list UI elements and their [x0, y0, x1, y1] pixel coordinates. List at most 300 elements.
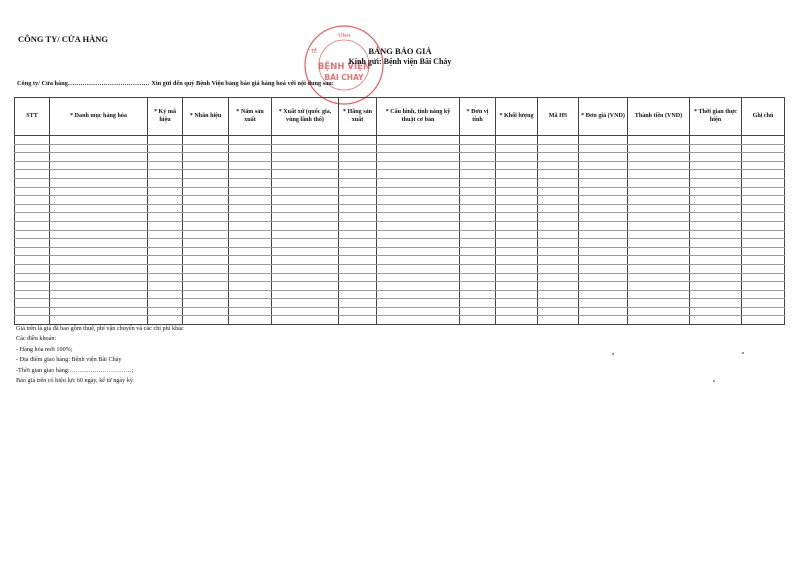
table-cell — [690, 230, 742, 239]
table-cell — [272, 273, 339, 282]
table-cell — [742, 213, 785, 222]
table-cell — [339, 299, 377, 308]
table-cell — [460, 170, 496, 179]
table-cell — [272, 161, 339, 170]
table-row — [15, 196, 785, 205]
table-row — [15, 282, 785, 291]
quote-table — [14, 97, 785, 325]
table-cell — [579, 299, 628, 308]
table-cell — [272, 282, 339, 291]
table-cell — [148, 230, 183, 239]
table-cell — [628, 282, 690, 291]
note-line: - Hàng hóa mới 100%; — [16, 345, 73, 353]
document-subtitle: Kính gửi: Bệnh viện Bãi Cháy — [348, 57, 452, 66]
table-cell — [339, 196, 377, 205]
table-cell — [377, 187, 460, 196]
col-header-notes: Ghi chú — [742, 98, 785, 136]
table-cell — [538, 178, 579, 187]
table-row — [15, 136, 785, 145]
table-cell — [579, 290, 628, 299]
table-cell — [377, 239, 460, 248]
table-cell — [742, 299, 785, 308]
table-cell — [496, 196, 538, 205]
table-cell — [496, 247, 538, 256]
table-cell — [690, 204, 742, 213]
table-cell — [579, 307, 628, 316]
table-cell — [460, 161, 496, 170]
table-row — [15, 170, 785, 179]
table-cell — [50, 153, 148, 162]
table-cell — [183, 204, 229, 213]
table-cell — [742, 136, 785, 145]
col-header-quantity: * Khối lượng — [496, 98, 538, 136]
table-cell — [339, 161, 377, 170]
stamp-line-2: BÃI CHÁY — [324, 73, 364, 82]
table-cell — [15, 204, 50, 213]
table-cell — [148, 204, 183, 213]
table-row — [15, 230, 785, 239]
table-row — [15, 178, 785, 187]
table-cell — [15, 290, 50, 299]
table-cell — [538, 204, 579, 213]
table-cell — [272, 290, 339, 299]
table-cell — [148, 161, 183, 170]
table-row — [15, 153, 785, 162]
document-title: BẢNG BÁO GIÁ — [368, 46, 432, 56]
table-cell — [460, 213, 496, 222]
table-cell — [229, 239, 272, 248]
table-cell — [496, 187, 538, 196]
intro-line: Công ty/ Cửa hàng………………………………… Xin gửi đến quý Bệnh Viện bảng báo giá hàng hoá với nội dung sau: — [17, 80, 334, 87]
table-cell — [50, 273, 148, 282]
table-cell — [15, 239, 50, 248]
table-cell — [579, 316, 628, 325]
table-cell — [460, 239, 496, 248]
table-cell — [272, 221, 339, 230]
table-cell — [742, 153, 785, 162]
table-cell — [272, 213, 339, 222]
note-line: Giá trên là giá đã bao gồm thuế, phí vận chuyển và các chi phí khác — [16, 325, 184, 332]
table-cell — [690, 196, 742, 205]
table-cell — [579, 187, 628, 196]
table-cell — [496, 161, 538, 170]
table-cell — [148, 178, 183, 187]
table-cell — [579, 221, 628, 230]
col-header-lead-time: * Thời gian thực hiện — [690, 98, 742, 136]
table-cell — [50, 178, 148, 187]
table-cell — [496, 282, 538, 291]
table-cell — [742, 170, 785, 179]
table-cell — [579, 264, 628, 273]
table-cell — [460, 307, 496, 316]
table-cell — [148, 170, 183, 179]
table-cell — [50, 161, 148, 170]
table-cell — [579, 153, 628, 162]
table-cell — [628, 170, 690, 179]
table-cell — [538, 144, 579, 153]
table-cell — [496, 178, 538, 187]
table-cell — [742, 144, 785, 153]
table-cell — [272, 307, 339, 316]
table-cell — [496, 307, 538, 316]
table-cell — [15, 136, 50, 145]
note-line: - Địa điểm giao hàng: Bệnh viện Bãi Cháy — [16, 356, 122, 364]
table-cell — [742, 282, 785, 291]
table-cell — [339, 273, 377, 282]
table-row — [15, 256, 785, 265]
table-cell — [229, 187, 272, 196]
table-cell — [628, 221, 690, 230]
table-cell — [229, 282, 272, 291]
table-cell — [579, 161, 628, 170]
table-cell — [148, 136, 183, 145]
table-cell — [628, 204, 690, 213]
col-header-total: Thành tiền (VND) — [628, 98, 690, 136]
table-cell — [15, 273, 50, 282]
table-cell — [272, 264, 339, 273]
table-cell — [460, 230, 496, 239]
table-cell — [148, 196, 183, 205]
table-cell — [148, 273, 183, 282]
table-cell — [272, 153, 339, 162]
table-cell — [229, 290, 272, 299]
table-cell — [183, 161, 229, 170]
table-cell — [496, 221, 538, 230]
table-cell — [377, 299, 460, 308]
table-cell — [690, 290, 742, 299]
table-cell — [377, 144, 460, 153]
scan-speck — [742, 352, 744, 354]
table-cell — [50, 221, 148, 230]
table-cell — [377, 213, 460, 222]
table-cell — [272, 170, 339, 179]
table-cell — [272, 144, 339, 153]
table-cell — [148, 307, 183, 316]
table-cell — [272, 316, 339, 325]
table-cell — [377, 161, 460, 170]
table-cell — [628, 136, 690, 145]
table-cell — [339, 282, 377, 291]
table-row — [15, 161, 785, 170]
col-header-hs-code: Mã HS — [538, 98, 579, 136]
table-cell — [229, 307, 272, 316]
table-cell — [628, 239, 690, 248]
table-cell — [148, 187, 183, 196]
table-cell — [272, 247, 339, 256]
table-cell — [496, 204, 538, 213]
table-cell — [496, 273, 538, 282]
table-cell — [538, 161, 579, 170]
table-row — [15, 144, 785, 153]
table-cell — [229, 136, 272, 145]
table-row — [15, 187, 785, 196]
table-cell — [690, 144, 742, 153]
table-cell — [183, 290, 229, 299]
table-cell — [538, 153, 579, 162]
table-cell — [579, 213, 628, 222]
table-cell — [628, 264, 690, 273]
table-cell — [15, 221, 50, 230]
table-row — [15, 290, 785, 299]
table-cell — [148, 221, 183, 230]
col-header-model-code: * Ký mã hiệu — [148, 98, 183, 136]
table-cell — [579, 170, 628, 179]
table-cell — [742, 187, 785, 196]
table-cell — [690, 161, 742, 170]
table-cell — [15, 299, 50, 308]
table-cell — [148, 290, 183, 299]
table-cell — [579, 239, 628, 248]
table-cell — [538, 264, 579, 273]
table-cell — [15, 264, 50, 273]
table-cell — [628, 153, 690, 162]
table-cell — [229, 170, 272, 179]
table-cell — [628, 299, 690, 308]
table-cell — [579, 204, 628, 213]
table-cell — [339, 256, 377, 265]
col-header-brand: * Nhãn hiệu — [183, 98, 229, 136]
table-cell — [339, 290, 377, 299]
table-cell — [538, 299, 579, 308]
table-cell — [15, 170, 50, 179]
col-header-origin: * Xuất xứ (quốc gia, vùng lãnh thổ) — [272, 98, 339, 136]
table-cell — [148, 282, 183, 291]
table-cell — [148, 144, 183, 153]
table-cell — [579, 178, 628, 187]
table-cell — [496, 264, 538, 273]
table-cell — [339, 316, 377, 325]
table-cell — [183, 230, 229, 239]
table-cell — [690, 299, 742, 308]
table-cell — [229, 144, 272, 153]
table-cell — [50, 264, 148, 273]
table-cell — [183, 247, 229, 256]
scan-speck — [713, 380, 715, 382]
table-cell — [690, 247, 742, 256]
table-cell — [460, 204, 496, 213]
table-cell — [579, 196, 628, 205]
table-cell — [496, 316, 538, 325]
table-cell — [460, 282, 496, 291]
table-cell — [742, 290, 785, 299]
table-cell — [460, 290, 496, 299]
table-cell — [690, 136, 742, 145]
table-cell — [272, 178, 339, 187]
col-header-stt: STT — [15, 98, 50, 136]
table-cell — [50, 247, 148, 256]
table-cell — [742, 178, 785, 187]
table-cell — [183, 264, 229, 273]
table-cell — [50, 299, 148, 308]
table-cell — [538, 196, 579, 205]
table-cell — [628, 290, 690, 299]
table-cell — [538, 256, 579, 265]
table-cell — [628, 161, 690, 170]
table-cell — [538, 282, 579, 291]
note-line: Báo giá trên có hiệu lực 60 ngày, kể từ ngày ký. — [16, 377, 135, 385]
table-cell — [538, 221, 579, 230]
table-cell — [339, 204, 377, 213]
table-cell — [579, 247, 628, 256]
table-cell — [690, 316, 742, 325]
table-cell — [377, 273, 460, 282]
table-cell — [742, 161, 785, 170]
table-cell — [496, 299, 538, 308]
stamp-left-text: TẾ — [311, 49, 318, 55]
table-cell — [339, 187, 377, 196]
table-cell — [15, 144, 50, 153]
table-cell — [148, 153, 183, 162]
table-cell — [628, 213, 690, 222]
table-cell — [460, 247, 496, 256]
table-cell — [50, 213, 148, 222]
note-line: Các điều khoản: — [16, 335, 57, 343]
table-cell — [50, 256, 148, 265]
table-cell — [742, 256, 785, 265]
svg-text:TỈNH — [336, 31, 350, 40]
table-cell — [183, 144, 229, 153]
table-cell — [628, 307, 690, 316]
table-cell — [742, 264, 785, 273]
table-cell — [377, 178, 460, 187]
table-cell — [15, 196, 50, 205]
terms-notes — [16, 324, 184, 386]
table-row — [15, 307, 785, 316]
table-cell — [339, 247, 377, 256]
table-cell — [460, 144, 496, 153]
table-cell — [538, 213, 579, 222]
table-cell — [460, 136, 496, 145]
table-cell — [229, 153, 272, 162]
table-cell — [538, 136, 579, 145]
table-cell — [742, 230, 785, 239]
table-cell — [15, 282, 50, 291]
table-cell — [272, 136, 339, 145]
table-cell — [229, 221, 272, 230]
table-cell — [148, 239, 183, 248]
table-cell — [377, 247, 460, 256]
table-cell — [377, 256, 460, 265]
table-cell — [183, 299, 229, 308]
table-row — [15, 273, 785, 282]
table-cell — [272, 230, 339, 239]
table-cell — [377, 136, 460, 145]
table-cell — [377, 204, 460, 213]
table-cell — [579, 256, 628, 265]
col-header-specs: * Cấu hình, tính năng kỹ thuật cơ bản — [377, 98, 460, 136]
table-cell — [183, 307, 229, 316]
table-cell — [538, 307, 579, 316]
table-cell — [460, 187, 496, 196]
table-cell — [183, 273, 229, 282]
table-cell — [460, 264, 496, 273]
table-cell — [538, 247, 579, 256]
table-cell — [538, 230, 579, 239]
table-cell — [690, 273, 742, 282]
table-cell — [148, 264, 183, 273]
table-cell — [50, 282, 148, 291]
table-cell — [272, 187, 339, 196]
table-cell — [460, 299, 496, 308]
table-cell — [538, 290, 579, 299]
table-cell — [628, 316, 690, 325]
table-cell — [460, 221, 496, 230]
table-cell — [183, 239, 229, 248]
table-cell — [15, 187, 50, 196]
table-cell — [377, 290, 460, 299]
table-cell — [460, 256, 496, 265]
table-cell — [15, 230, 50, 239]
table-cell — [183, 136, 229, 145]
table-cell — [579, 273, 628, 282]
table-cell — [377, 170, 460, 179]
table-cell — [229, 213, 272, 222]
table-cell — [183, 196, 229, 205]
table-cell — [15, 307, 50, 316]
table-cell — [496, 213, 538, 222]
table-cell — [183, 213, 229, 222]
table-cell — [183, 178, 229, 187]
table-cell — [460, 196, 496, 205]
col-header-manufacturer: * Hãng sản xuất — [339, 98, 377, 136]
table-cell — [538, 187, 579, 196]
table-cell — [538, 170, 579, 179]
table-cell — [579, 282, 628, 291]
stamp-line-1: BỆNH VIỆN — [317, 62, 371, 72]
table-cell — [628, 273, 690, 282]
scan-speck — [612, 353, 614, 355]
table-cell — [460, 316, 496, 325]
table-cell — [628, 196, 690, 205]
table-cell — [50, 307, 148, 316]
table-cell — [229, 204, 272, 213]
table-cell — [742, 239, 785, 248]
table-cell — [377, 221, 460, 230]
table-cell — [496, 290, 538, 299]
table-cell — [183, 187, 229, 196]
table-cell — [148, 256, 183, 265]
table-cell — [377, 316, 460, 325]
table-row — [15, 213, 785, 222]
table-cell — [339, 230, 377, 239]
table-cell — [229, 161, 272, 170]
table-cell — [229, 256, 272, 265]
table-cell — [690, 187, 742, 196]
table-cell — [50, 187, 148, 196]
table-cell — [183, 170, 229, 179]
table-cell — [377, 153, 460, 162]
table-cell — [496, 153, 538, 162]
table-cell — [183, 282, 229, 291]
table-cell — [377, 307, 460, 316]
table-cell — [229, 178, 272, 187]
table-header-row — [15, 98, 785, 136]
table-cell — [339, 153, 377, 162]
table-cell — [339, 239, 377, 248]
table-cell — [15, 247, 50, 256]
stamp-top-text: TỈNH — [337, 32, 351, 40]
table-cell — [15, 256, 50, 265]
table-cell — [742, 316, 785, 325]
table-row — [15, 204, 785, 213]
table-cell — [272, 196, 339, 205]
table-cell — [579, 136, 628, 145]
table-row — [15, 247, 785, 256]
table-cell — [742, 307, 785, 316]
table-cell — [460, 153, 496, 162]
table-cell — [496, 170, 538, 179]
col-header-item-list: * Danh mục hàng hóa — [50, 98, 148, 136]
